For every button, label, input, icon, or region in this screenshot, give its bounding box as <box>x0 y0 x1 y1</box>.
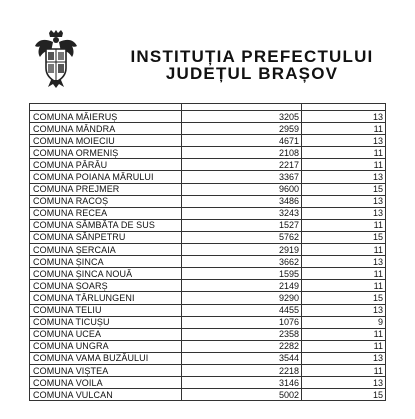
population-cell: 1076 <box>182 316 302 328</box>
commune-name-cell: COMUNA ȘINCA <box>30 256 182 268</box>
document-header <box>0 0 415 100</box>
population-cell: 3205 <box>182 111 302 123</box>
seats-cell: 11 <box>302 328 386 340</box>
commune-name-cell <box>30 104 182 111</box>
commune-name-cell: COMUNA ȘOARȘ <box>30 280 182 292</box>
commune-name-cell: COMUNA TICUȘU <box>30 316 182 328</box>
table-row <box>30 195 386 207</box>
commune-name-cell: COMUNA RECEA <box>30 207 182 219</box>
seats-cell: 11 <box>302 123 386 135</box>
table-row <box>30 231 386 243</box>
communes-table-body <box>30 104 386 401</box>
seats-cell: 13 <box>302 111 386 123</box>
seats-cell: 11 <box>302 280 386 292</box>
table-row <box>30 377 386 389</box>
population-cell: 9600 <box>182 183 302 195</box>
table-row <box>30 159 386 171</box>
population-cell: 3544 <box>182 352 302 364</box>
commune-name-cell: COMUNA ȘINCA NOUĂ <box>30 268 182 280</box>
romania-coat-of-arms-icon <box>34 30 78 88</box>
population-cell: 3367 <box>182 171 302 183</box>
population-cell: 1527 <box>182 219 302 231</box>
commune-name-cell: COMUNA VAMA BUZĂULUI <box>30 352 182 364</box>
table-row <box>30 352 386 364</box>
commune-name-cell: COMUNA UCEA <box>30 328 182 340</box>
seats-cell: 11 <box>302 268 386 280</box>
population-cell: 2959 <box>182 123 302 135</box>
page-title <box>92 48 412 82</box>
commune-name-cell: COMUNA UNGRA <box>30 340 182 352</box>
population-cell: 4455 <box>182 304 302 316</box>
seats-cell: 11 <box>302 219 386 231</box>
seats-cell: 13 <box>302 195 386 207</box>
seats-cell: 15 <box>302 183 386 195</box>
table-row <box>30 183 386 195</box>
seats-cell: 13 <box>302 135 386 147</box>
seats-cell: 13 <box>302 171 386 183</box>
commune-name-cell: COMUNA ȘERCAIA <box>30 244 182 256</box>
communes-table-wrapper <box>29 103 385 401</box>
commune-name-cell: COMUNA VOILA <box>30 377 182 389</box>
population-cell: 4671 <box>182 135 302 147</box>
table-row <box>30 280 386 292</box>
table-row <box>30 111 386 123</box>
table-row <box>30 316 386 328</box>
population-cell: 2919 <box>182 244 302 256</box>
seats-cell: 11 <box>302 340 386 352</box>
population-cell: 3243 <box>182 207 302 219</box>
title-line-county: JUDEȚUL BRAȘOV <box>165 64 339 83</box>
population-cell: 2282 <box>182 340 302 352</box>
commune-name-cell: COMUNA VIȘTEA <box>30 364 182 376</box>
table-row <box>30 328 386 340</box>
commune-name-cell: COMUNA TÂRLUNGENI <box>30 292 182 304</box>
population-cell: 2149 <box>182 280 302 292</box>
title-line-institution: INSTITUȚIA PREFECTULUI <box>130 47 374 66</box>
commune-name-cell: COMUNA SÂNPETRU <box>30 231 182 243</box>
seats-cell: 15 <box>302 389 386 401</box>
table-row <box>30 256 386 268</box>
commune-name-cell: COMUNA SÂMBĂTA DE SUS <box>30 219 182 231</box>
population-cell: 3146 <box>182 377 302 389</box>
table-row <box>30 364 386 376</box>
seats-cell <box>302 104 386 111</box>
seats-cell: 11 <box>302 364 386 376</box>
seats-cell: 13 <box>302 304 386 316</box>
table-row <box>30 244 386 256</box>
seats-cell: 13 <box>302 377 386 389</box>
commune-name-cell: COMUNA ORMENIȘ <box>30 147 182 159</box>
seats-cell: 13 <box>302 207 386 219</box>
population-cell: 2358 <box>182 328 302 340</box>
seats-cell: 15 <box>302 292 386 304</box>
commune-name-cell: COMUNA PREJMER <box>30 183 182 195</box>
population-cell: 1595 <box>182 268 302 280</box>
population-cell: 3662 <box>182 256 302 268</box>
commune-name-cell: COMUNA VULCAN <box>30 389 182 401</box>
table-row <box>30 389 386 401</box>
seats-cell: 15 <box>302 231 386 243</box>
seats-cell: 11 <box>302 147 386 159</box>
table-row <box>30 292 386 304</box>
population-cell: 5002 <box>182 389 302 401</box>
seats-cell: 13 <box>302 352 386 364</box>
table-row <box>30 123 386 135</box>
seats-cell: 11 <box>302 244 386 256</box>
table-row <box>30 171 386 183</box>
population-cell: 5762 <box>182 231 302 243</box>
population-cell: 2108 <box>182 147 302 159</box>
table-row <box>30 340 386 352</box>
commune-name-cell: COMUNA MĂIERUȘ <box>30 111 182 123</box>
commune-name-cell: COMUNA PÂRÂU <box>30 159 182 171</box>
commune-name-cell: COMUNA MÂNDRA <box>30 123 182 135</box>
commune-name-cell: COMUNA MOIECIU <box>30 135 182 147</box>
table-row <box>30 135 386 147</box>
population-cell: 2218 <box>182 364 302 376</box>
commune-name-cell: COMUNA TELIU <box>30 304 182 316</box>
seats-cell: 11 <box>302 159 386 171</box>
table-row <box>30 147 386 159</box>
table-row <box>30 207 386 219</box>
table-row <box>30 104 386 111</box>
seats-cell: 9 <box>302 316 386 328</box>
population-cell: 2217 <box>182 159 302 171</box>
table-row <box>30 304 386 316</box>
table-row <box>30 219 386 231</box>
population-cell: 3486 <box>182 195 302 207</box>
commune-name-cell: COMUNA RACOȘ <box>30 195 182 207</box>
population-cell <box>182 104 302 111</box>
population-cell: 9290 <box>182 292 302 304</box>
commune-name-cell: COMUNA POIANA MĂRULUI <box>30 171 182 183</box>
table-row <box>30 268 386 280</box>
communes-table <box>29 103 386 401</box>
seats-cell: 13 <box>302 256 386 268</box>
